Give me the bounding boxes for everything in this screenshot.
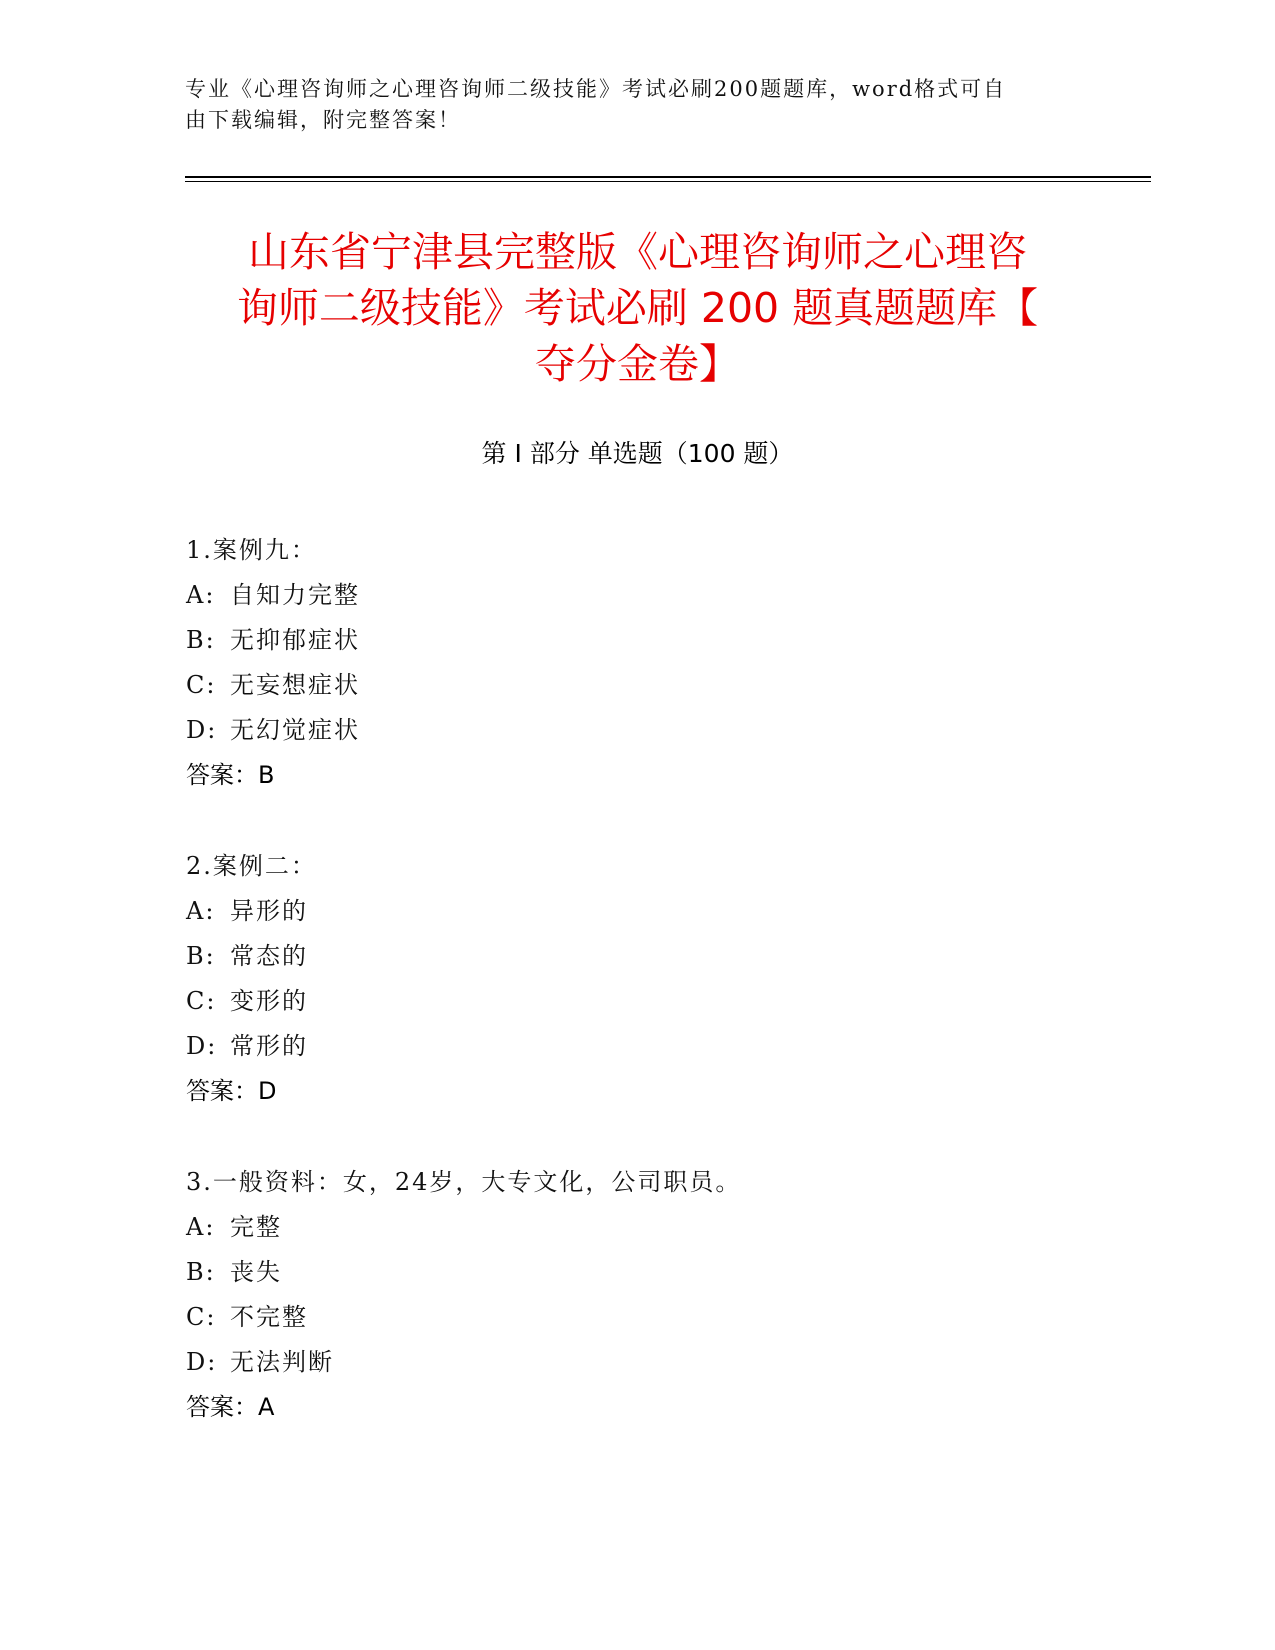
document-title [190, 224, 1085, 392]
option-letter: A: [186, 581, 216, 609]
title-line-1: 山东省宁津县完整版《心理咨询师之心理咨 [248, 228, 1027, 276]
title-line-3: 夺分金卷】 [535, 340, 740, 388]
question-3 [186, 1160, 1146, 1430]
option-letter: D: [186, 716, 218, 744]
option-c [186, 663, 1146, 708]
question-list [186, 528, 1146, 1476]
header-note [185, 74, 1065, 136]
option-text: 无幻觉症状 [230, 716, 360, 744]
option-text: 常形的 [230, 1032, 308, 1060]
option-text: 完整 [230, 1213, 282, 1241]
answer-line: 答案：A [186, 1393, 275, 1421]
header-divider-thick [185, 176, 1151, 178]
header-divider-thin [185, 181, 1151, 182]
option-letter: C: [186, 987, 217, 1015]
section-heading: 第 I 部分 单选题（100 题） [481, 439, 794, 468]
option-text: 变形的 [230, 987, 308, 1015]
option-d [186, 1024, 1146, 1069]
question-stem: 1.案例九： [186, 536, 317, 564]
option-text: 无妄想症状 [230, 671, 360, 699]
option-text: 常态的 [230, 942, 308, 970]
option-a [186, 573, 1146, 618]
option-letter: C: [186, 1303, 217, 1331]
option-letter: B: [186, 626, 216, 654]
answer-line: 答案：B [186, 761, 275, 789]
question-2 [186, 844, 1146, 1114]
question-stem: 2.案例二： [186, 852, 317, 880]
question-1 [186, 528, 1146, 798]
option-text: 无抑郁症状 [230, 626, 360, 654]
option-a [186, 1205, 1146, 1250]
option-letter: B: [186, 942, 216, 970]
option-letter: D: [186, 1032, 218, 1060]
option-letter: D: [186, 1348, 218, 1376]
option-letter: A: [186, 897, 216, 925]
header-note-line-2: 由下载编辑，附完整答案！ [185, 108, 461, 132]
option-b [186, 618, 1146, 663]
option-text: 异形的 [230, 897, 308, 925]
option-d [186, 1340, 1146, 1385]
option-text: 无法判断 [230, 1348, 334, 1376]
answer-line: 答案：D [186, 1077, 277, 1105]
option-letter: B: [186, 1258, 216, 1286]
option-c [186, 979, 1146, 1024]
option-letter: A: [186, 1213, 216, 1241]
question-stem: 3.一般资料：女，24岁，大专文化，公司职员。 [186, 1168, 742, 1196]
header-note-line-1: 专业《心理咨询师之心理咨询师二级技能》考试必刷200题题库，word格式可自 [185, 77, 1007, 101]
option-text: 丧失 [230, 1258, 282, 1286]
option-a [186, 889, 1146, 934]
option-b [186, 934, 1146, 979]
title-line-2: 询师二级技能》考试必刷 200 题真题题库【 [236, 284, 1039, 332]
option-letter: C: [186, 671, 217, 699]
option-d [186, 708, 1146, 753]
option-text: 不完整 [230, 1303, 308, 1331]
option-b [186, 1250, 1146, 1295]
option-text: 自知力完整 [230, 581, 360, 609]
option-c [186, 1295, 1146, 1340]
